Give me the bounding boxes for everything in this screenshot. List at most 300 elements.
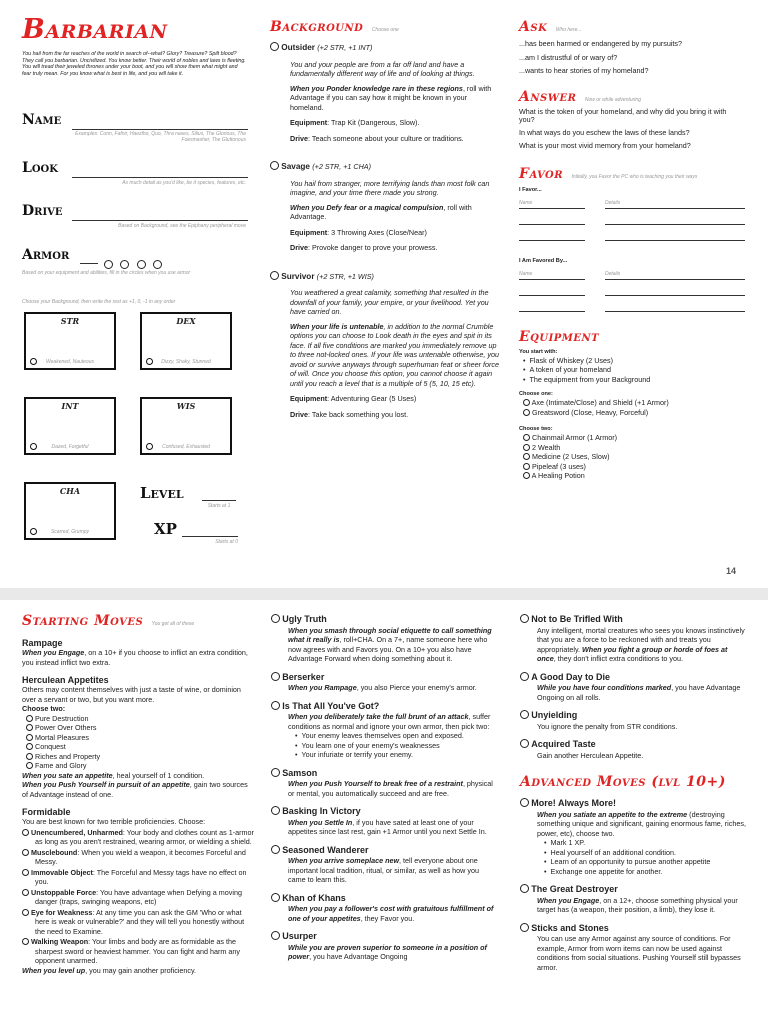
option-circle[interactable] xyxy=(22,849,29,856)
move-circle[interactable] xyxy=(520,672,529,681)
drive-label: Drive xyxy=(22,203,63,219)
move-body: , heal yourself of 1 condition. xyxy=(112,770,205,780)
armor-circle[interactable] xyxy=(153,260,162,269)
move-name: Acquired Taste xyxy=(531,739,596,749)
move-pre: Gain another Herculean Appetite. xyxy=(537,750,644,760)
move-text xyxy=(288,712,496,731)
move-block[interactable] xyxy=(520,923,748,973)
appetite-option[interactable] xyxy=(26,752,254,762)
appetite-list xyxy=(26,714,254,771)
equipment-option[interactable] xyxy=(523,408,747,418)
option-name: Immovable Object xyxy=(31,867,93,877)
name-field[interactable] xyxy=(22,112,248,152)
equipment-label: Equipment xyxy=(290,394,328,403)
armor-circle[interactable] xyxy=(137,260,146,269)
move-name: Is That All You've Got? xyxy=(282,700,380,711)
option-name: Walking Weapon xyxy=(31,937,89,946)
option-name: Musclebound xyxy=(31,847,78,857)
start-with-label: You start with: xyxy=(519,348,558,355)
stat-conditions: Confused, Exhausted xyxy=(162,444,210,450)
answer-hint: Now or while adventuring xyxy=(584,96,641,103)
move-block[interactable] xyxy=(520,614,748,664)
details-column-label: Details xyxy=(605,199,621,206)
equipment-option-label: Medicine (2 Uses, Slow) xyxy=(532,452,610,461)
background-trigger-text: , in addition to the normal Crumble options you can choose to Look death in the eyes and spit in its face. If all five conditions are marked you immediately remove up to three not-locked ones. If your life was untenable otherwise, you avoid or survive anyways through superhuman feat or sheer force of will. Once you choose this option, you cannot choose it again until you reach a level that is a multiple of 5 (5, 10, 15 etc). xyxy=(290,321,499,388)
move-block[interactable] xyxy=(271,893,496,924)
background-mods: (+2 STR, +1 CHA) xyxy=(312,162,371,171)
option-circle[interactable] xyxy=(22,938,29,945)
option-circle[interactable] xyxy=(523,434,530,441)
move-circle[interactable] xyxy=(271,806,280,815)
condition-circle[interactable] xyxy=(30,528,37,535)
move-pre: You can use any Armor against any source of conditions. For example, Armor from worn items can now be used against conditions from social situations. Pushing Yourself still bypasses armor. xyxy=(537,934,741,972)
name-line xyxy=(519,208,585,209)
moves-column-3 xyxy=(520,614,748,972)
background-name: Savage xyxy=(281,162,310,171)
stat-label: STR xyxy=(60,316,80,326)
moves-list xyxy=(520,614,748,760)
answer-title: Answer xyxy=(519,88,577,105)
stat-box-int[interactable] xyxy=(24,397,116,455)
move-trigger: When you sate an appetite xyxy=(22,770,113,780)
option-circle[interactable] xyxy=(22,829,29,836)
i-favor-label: I Favor... xyxy=(519,186,542,193)
appetite-label: Pure Destruction xyxy=(35,713,89,723)
move-body: , they don't inflict extra conditions to you. xyxy=(553,654,684,663)
appetite-option[interactable] xyxy=(26,733,254,743)
identity-column xyxy=(22,0,252,545)
appetite-label: Fame and Glory xyxy=(35,761,87,770)
move-body: , physical or mental, you automatically succeed and are free. xyxy=(288,779,493,798)
class-title: Barbarian xyxy=(22,14,168,45)
move-text-formidable: You are best known for two terrible proficiencies. Choose: xyxy=(22,817,206,826)
name-line xyxy=(519,240,585,241)
move-trigger: When you smash through social etiquette to call something what it really is xyxy=(288,625,492,644)
option-circle[interactable] xyxy=(26,724,33,731)
option-text: : When you wield a weapon, it becomes Forceful and Messy. xyxy=(35,847,246,866)
move-block[interactable] xyxy=(520,884,748,915)
move-name: Seasoned Wanderer xyxy=(282,844,369,855)
move-body: , they Favor you. xyxy=(360,913,415,923)
background-mods: (+2 STR, +1 INT) xyxy=(317,43,373,52)
move-text xyxy=(288,943,496,962)
move-block[interactable] xyxy=(271,931,496,962)
move-bullet: • Heal yourself of an additional condition. xyxy=(544,848,748,858)
move-body: , you also Pierce your enemy's armor. xyxy=(356,683,477,692)
background-desc: You and your people are from a far off land and have a fundamentally different way of life and of looking at things. xyxy=(290,59,475,78)
option-circle[interactable] xyxy=(26,762,33,769)
level-up-rule xyxy=(22,966,254,976)
start-items xyxy=(523,356,747,385)
look-label: Look xyxy=(22,160,58,176)
background-trigger: When you Defy fear or a magical compulsion xyxy=(290,202,444,212)
stat-conditions: Weakened, Nauteous xyxy=(46,359,94,365)
xp-hint: Starts at 0 xyxy=(215,539,238,545)
move-body: , gain two sources of Advantage instead of one. xyxy=(22,780,248,799)
formidable-option[interactable] xyxy=(22,888,254,907)
move-text xyxy=(537,626,748,664)
move-bullet: • Your infuriate or terrify your enemy. xyxy=(295,750,496,760)
background-hint: Choose one xyxy=(371,27,399,33)
stat-conditions: Dazed, Forgetful xyxy=(51,444,89,450)
stat-box-dex[interactable] xyxy=(140,312,232,370)
formidable-option[interactable] xyxy=(22,828,254,847)
move-block[interactable] xyxy=(520,739,748,760)
drive-field[interactable] xyxy=(22,203,248,233)
equipment-title: Equipment xyxy=(519,328,600,345)
advanced-moves-title: Advanced Moves (lvl 10+) xyxy=(520,774,726,790)
equipment-option-label: Pipeleaf (3 uses) xyxy=(532,461,586,471)
move-trigger: When you Engage xyxy=(537,895,600,905)
drive-line xyxy=(72,220,248,221)
option-text: : You have advantage when Defying a moving danger (traps, swinging weapons, etc) xyxy=(35,887,242,906)
move-block[interactable] xyxy=(520,798,748,876)
ask-hint: Who here... xyxy=(555,27,582,33)
armor-label: Armor xyxy=(22,247,70,263)
move-title-herculean: Herculean Appetites xyxy=(22,675,109,685)
condition-circle[interactable] xyxy=(146,443,153,450)
background-equipment: : 3 Throwing Axes (Close/Near) xyxy=(327,227,427,237)
option-circle[interactable] xyxy=(270,271,279,280)
option-circle[interactable] xyxy=(270,42,279,51)
move-block[interactable] xyxy=(271,768,496,799)
appetite-option[interactable] xyxy=(26,723,254,733)
choose-one-items xyxy=(523,398,747,417)
option-text: : Your body and clothes count as 1-armor as long as you aren't restrained, wearing armor, or wielding a shield. xyxy=(35,827,254,846)
look-line xyxy=(72,177,248,178)
armor-hint: Based on your equipment and abilities, fill in the circles when you use armor xyxy=(22,270,191,276)
move-text xyxy=(288,626,496,664)
details-line xyxy=(605,224,745,225)
name-line xyxy=(519,224,585,225)
stat-box-str[interactable] xyxy=(24,312,116,370)
move-block[interactable] xyxy=(271,845,496,885)
stat-label: DEX xyxy=(176,316,196,326)
option-circle[interactable] xyxy=(523,444,530,451)
move-text xyxy=(537,683,748,702)
favored-by-table[interactable] xyxy=(519,265,747,317)
move-name: Samson xyxy=(282,767,318,778)
armor-circle[interactable] xyxy=(104,260,113,269)
move-trigger: When you Push Yourself to break free of a restraint xyxy=(288,779,463,788)
move-trigger: When you Push Yourself in pursuit of an appetite xyxy=(22,780,190,789)
option-name: Unencumbered, Unharmed xyxy=(31,827,123,837)
move-body: , suffer conditions as normal and ignore your own armor, then pick two: xyxy=(288,712,491,731)
equipment-option-label: Chainmail Armor (1 Armor) xyxy=(532,433,618,442)
equipment-label: Equipment xyxy=(290,227,328,237)
move-bullet: • Your enemy leaves themselves open and exposed. xyxy=(295,731,496,741)
xp-field[interactable] xyxy=(154,520,254,546)
choose-two-label: Choose two: xyxy=(519,426,553,432)
xp-line xyxy=(182,536,238,537)
move-body: , if you have sated at least one of your appetites since last rest, gain +1 Armor until you next Settle In. xyxy=(288,817,487,836)
push-rule xyxy=(22,780,254,799)
details-column-label: Details xyxy=(605,270,621,277)
level-label: Level xyxy=(140,484,184,502)
option-name: Eye for Weakness xyxy=(31,907,93,917)
background-option-outsider[interactable] xyxy=(270,42,500,143)
i-favor-table[interactable] xyxy=(519,194,747,246)
move-circle[interactable] xyxy=(520,923,529,932)
drive-hint: Based on Background, see the Epiphany peripheral move xyxy=(118,223,246,229)
drive-label: Drive xyxy=(290,409,308,419)
background-name: Survivor xyxy=(281,271,315,281)
equipment-option-label: Greatsword (Close, Heavy, Forceful) xyxy=(532,407,649,417)
starting-moves-column xyxy=(22,612,254,975)
move-circle[interactable] xyxy=(271,672,280,681)
equipment-option[interactable] xyxy=(523,471,747,481)
details-line xyxy=(605,311,745,312)
formidable-option[interactable] xyxy=(22,868,254,887)
move-name: A Good Day to Die xyxy=(531,671,610,682)
background-trigger-text: , roll with Advantage. xyxy=(290,202,472,221)
choose-two-label: Choose two: xyxy=(22,704,66,713)
move-title-formidable: Formidable xyxy=(22,807,71,817)
move-trigger: When you Engage xyxy=(22,648,85,657)
background-mods: (+2 STR, +1 WIS) xyxy=(316,271,374,281)
appetite-option[interactable] xyxy=(26,761,254,771)
option-circle[interactable] xyxy=(26,743,33,750)
drive-label: Drive xyxy=(290,133,308,143)
equipment-label: Equipment xyxy=(290,118,328,127)
condition-circle[interactable] xyxy=(146,358,153,365)
condition-circle[interactable] xyxy=(30,358,37,365)
equipment-option[interactable] xyxy=(523,462,747,472)
move-body: , tell everyone about one important local tradition, ritual, or similar, as well as how you came to learn this. xyxy=(288,856,479,884)
move-name: Khan of Khans xyxy=(282,892,346,903)
move-name: Ugly Truth xyxy=(282,614,327,624)
option-circle[interactable] xyxy=(523,409,530,416)
background-drive: : Provoke danger to prove your prowess. xyxy=(307,243,438,252)
level-field[interactable] xyxy=(140,484,250,510)
move-circle[interactable] xyxy=(271,893,280,902)
background-equipment: : Adventuring Gear (5 Uses) xyxy=(327,394,417,403)
answer-item: What is the token of your homeland, and why did you bring it with you? xyxy=(519,106,727,124)
advanced-moves-list xyxy=(520,798,748,972)
background-equipment: : Trap Kit (Dangerous, Slow). xyxy=(327,118,420,127)
background-option-survivor[interactable] xyxy=(270,271,500,420)
xp-label: XP xyxy=(154,520,177,538)
move-circle[interactable] xyxy=(271,614,280,623)
option-circle[interactable] xyxy=(523,463,530,470)
condition-circle[interactable] xyxy=(30,443,37,450)
background-desc: You weathered a great calamity, something that resulted in the downfall of your family, your empire, or your livelihood. Yet you have carried on. xyxy=(290,288,489,316)
appetite-option[interactable] xyxy=(26,714,254,724)
stat-box-wis[interactable] xyxy=(140,397,232,455)
appetite-option[interactable] xyxy=(26,742,254,752)
background-name: Outsider xyxy=(281,43,315,52)
option-circle[interactable] xyxy=(523,472,530,479)
drive-label: Drive xyxy=(290,243,308,252)
stat-conditions: Dizzy, Shaky, Stunned xyxy=(161,359,211,365)
bonds-column xyxy=(519,18,747,481)
moves-column-2 xyxy=(271,614,496,962)
move-circle[interactable] xyxy=(271,701,280,710)
armor-field xyxy=(22,247,248,277)
move-text-herculean: Others may content themselves with just a taste of wine, or dominion over a servant or two, but you want more. xyxy=(22,685,241,704)
appetite-label: Conquest xyxy=(35,742,66,751)
move-circle[interactable] xyxy=(271,931,280,940)
move-circle[interactable] xyxy=(520,614,529,623)
stat-label: INT xyxy=(61,401,79,411)
option-text: : At any time you can ask the GM 'Who or what here is weak or vulnerable?' and they will tell you honestly without the need to Examine. xyxy=(35,907,245,936)
answer-item: What is your most vivid memory from your homeland? xyxy=(519,141,691,150)
page-number: 14 xyxy=(726,566,737,576)
name-label: Name xyxy=(22,112,62,128)
name-hint: Examples: Conn, Fafnir, Haeztho, Quo, Thra nases, Silius, The Glorious, The Foesmasher, The Gluttonous xyxy=(75,131,246,143)
move-body: (destroying something unique and significant, gaining enormous fame, riches, power, etc), choose two. xyxy=(537,809,746,838)
favor-title: Favor xyxy=(519,165,564,182)
move-text-rampage xyxy=(22,648,254,667)
background-drive: : Teach someone about your culture or traditions. xyxy=(307,133,464,143)
move-name: More! Always More! xyxy=(531,798,616,808)
move-text xyxy=(288,683,496,693)
option-circle[interactable] xyxy=(26,734,33,741)
move-body: , you have Advantage Ongoing on all rolls. xyxy=(537,683,741,702)
ask-item: ...wants to hear stories of my homeland? xyxy=(519,66,649,75)
answer-item: In what ways do you eschew the laws of these lands? xyxy=(519,127,690,137)
background-desc: You hail from stranger, more terrifying lands than most folk can imagine, and your time there made you strong. xyxy=(290,178,490,197)
equipment-option[interactable] xyxy=(523,452,747,462)
move-bullets xyxy=(544,838,748,876)
name-line xyxy=(519,295,585,296)
formidable-option[interactable] xyxy=(22,937,254,966)
move-name: Usurper xyxy=(282,931,317,941)
background-option-savage[interactable] xyxy=(270,161,500,253)
move-block[interactable] xyxy=(520,710,748,731)
start-item: • A token of your homeland xyxy=(523,365,747,375)
equipment-option[interactable] xyxy=(523,398,747,408)
move-text xyxy=(537,810,748,839)
option-text: : Your limbs and body are as formidable as the sharpest sword or heaviest hammer. You can fight and harm any opponent unarmed. xyxy=(35,937,240,965)
option-circle[interactable] xyxy=(22,909,29,916)
move-block[interactable] xyxy=(520,672,748,703)
equipment-option-label: A Healing Potion xyxy=(531,471,585,480)
move-bullet: • Learn of an opportunity to pursue another appetite xyxy=(544,857,748,867)
formidable-option[interactable] xyxy=(22,848,254,867)
details-line xyxy=(605,240,745,241)
move-text xyxy=(288,818,496,837)
move-trigger: When you Rampage xyxy=(288,683,357,692)
armor-circle[interactable] xyxy=(120,260,129,269)
move-trigger: When you Settle In xyxy=(288,817,353,827)
background-trigger: When your life is untenable xyxy=(290,321,384,331)
level-line xyxy=(202,500,236,501)
background-drive: : Take back something you lost. xyxy=(307,409,409,419)
ask-item: ...am I distrustful of or wary of? xyxy=(519,52,618,62)
move-trigger: When you pay a follower's cost with gratuitous fulfillment of one of your appetites xyxy=(288,904,494,923)
stat-box-cha[interactable] xyxy=(24,482,116,540)
option-circle[interactable] xyxy=(26,715,33,722)
background-trigger-text: , roll with Advantage if you can say how it might be known in your homeland. xyxy=(290,83,492,112)
starting-moves-title: Starting Moves xyxy=(22,613,144,629)
favored-by-label: I Am Favored By... xyxy=(519,257,568,264)
option-circle[interactable] xyxy=(26,753,33,760)
appetite-label: Riches and Property xyxy=(35,751,101,761)
name-line xyxy=(519,311,585,312)
move-body: , roll+CHA. On a 7+, name someone here who now agrees with and Favors you. On a 10+ you also have Advantage Forward when doing something about it. xyxy=(288,635,488,663)
move-bullet: • Exchange one appetite for another. xyxy=(544,867,748,877)
move-block[interactable] xyxy=(271,806,496,837)
equipment-option[interactable] xyxy=(523,433,747,443)
move-name: Basking In Victory xyxy=(282,806,361,816)
background-column xyxy=(270,18,500,419)
move-name: Unyielding xyxy=(531,710,578,720)
start-item: • The equipment from your Background xyxy=(523,375,747,385)
move-circle[interactable] xyxy=(520,798,529,807)
move-circle[interactable] xyxy=(271,768,280,777)
armor-line xyxy=(80,263,98,264)
move-body: , on a 10+ if you choose to inflict an extra condition, you instead inflict two extra. xyxy=(22,648,248,667)
details-line xyxy=(605,295,745,296)
name-line xyxy=(72,129,248,130)
move-trigger: When you level up xyxy=(22,965,86,975)
favor-hint: Initially, you Favor the PC who is teaching you their ways xyxy=(571,173,698,180)
page-gap xyxy=(0,588,768,600)
move-block[interactable] xyxy=(271,701,496,760)
look-hint: As much detail as you'd like, be it species, features, etc. xyxy=(122,180,246,186)
move-pre: You ignore the penalty from STR conditions. xyxy=(537,721,678,731)
move-text xyxy=(288,856,496,885)
move-name: Not to Be Trifled With xyxy=(531,614,623,624)
move-circle[interactable] xyxy=(520,739,529,748)
class-intro: You hail from the far reaches of the world in search of--what? Glory? Treasure? Spilt blood? They call you barbarian. Uncivilized. You know better. Their world of nobles and laws is fleeting. You will tread their jeweled thrones under your boot, and you will show them what might and fear truly mean. For you know what is best in life, and you will take it. xyxy=(22,51,246,77)
details-line xyxy=(605,279,745,280)
move-body: , you have Advantage Ongoing xyxy=(309,952,408,961)
move-trigger: When you fight a group or horde of foes at once xyxy=(537,644,728,663)
option-circle[interactable] xyxy=(270,161,279,170)
appetite-label: Power Over Others xyxy=(35,723,97,732)
move-title-rampage: Rampage xyxy=(22,638,63,648)
option-text: : The Forceful and Messy tags have no effect on you. xyxy=(35,867,247,886)
start-item: • Flask of Whiskey (2 Uses) xyxy=(523,356,747,366)
ask-title: Ask xyxy=(519,19,548,35)
equipment-option-label: 2 Wealth xyxy=(532,442,561,452)
appetite-label: Mortal Pleasures xyxy=(35,732,89,742)
ask-list xyxy=(519,39,747,76)
details-line xyxy=(605,208,745,209)
move-text xyxy=(288,779,496,798)
move-trigger: When you arrive someplace new xyxy=(288,856,400,865)
name-column-label: Name xyxy=(519,270,533,277)
option-circle[interactable] xyxy=(22,889,29,896)
move-circle[interactable] xyxy=(520,884,529,893)
option-circle[interactable] xyxy=(523,453,530,460)
choose-two-items xyxy=(523,433,747,481)
move-bullet: • You learn one of your enemy's weaknesses xyxy=(295,741,496,751)
move-name: The Great Destroyer xyxy=(531,884,618,894)
move-name: Berserker xyxy=(282,671,325,682)
name-column-label: Name xyxy=(519,199,533,206)
formidable-option[interactable] xyxy=(22,908,254,937)
starting-moves-hint: You get all of these xyxy=(151,621,195,627)
move-circle[interactable] xyxy=(520,710,529,719)
equipment-option[interactable] xyxy=(523,443,747,453)
option-circle[interactable] xyxy=(523,399,530,406)
stat-label: CHA xyxy=(59,486,81,496)
move-block[interactable] xyxy=(271,614,496,664)
move-text xyxy=(537,722,748,732)
stat-conditions: Scarred, Grumpy xyxy=(50,529,90,535)
name-line xyxy=(519,279,585,280)
move-circle[interactable] xyxy=(271,845,280,854)
look-field[interactable] xyxy=(22,160,248,190)
option-circle[interactable] xyxy=(22,869,29,876)
move-block[interactable] xyxy=(271,672,496,693)
stats-hint: Choose your Background, then write the rest as +1, 0, -1 in any order xyxy=(22,299,176,305)
equipment-option-label: Axe (Intimate/Close) and Shield (+1 Armor) xyxy=(531,398,669,407)
option-name: Unstoppable Force xyxy=(31,887,97,897)
